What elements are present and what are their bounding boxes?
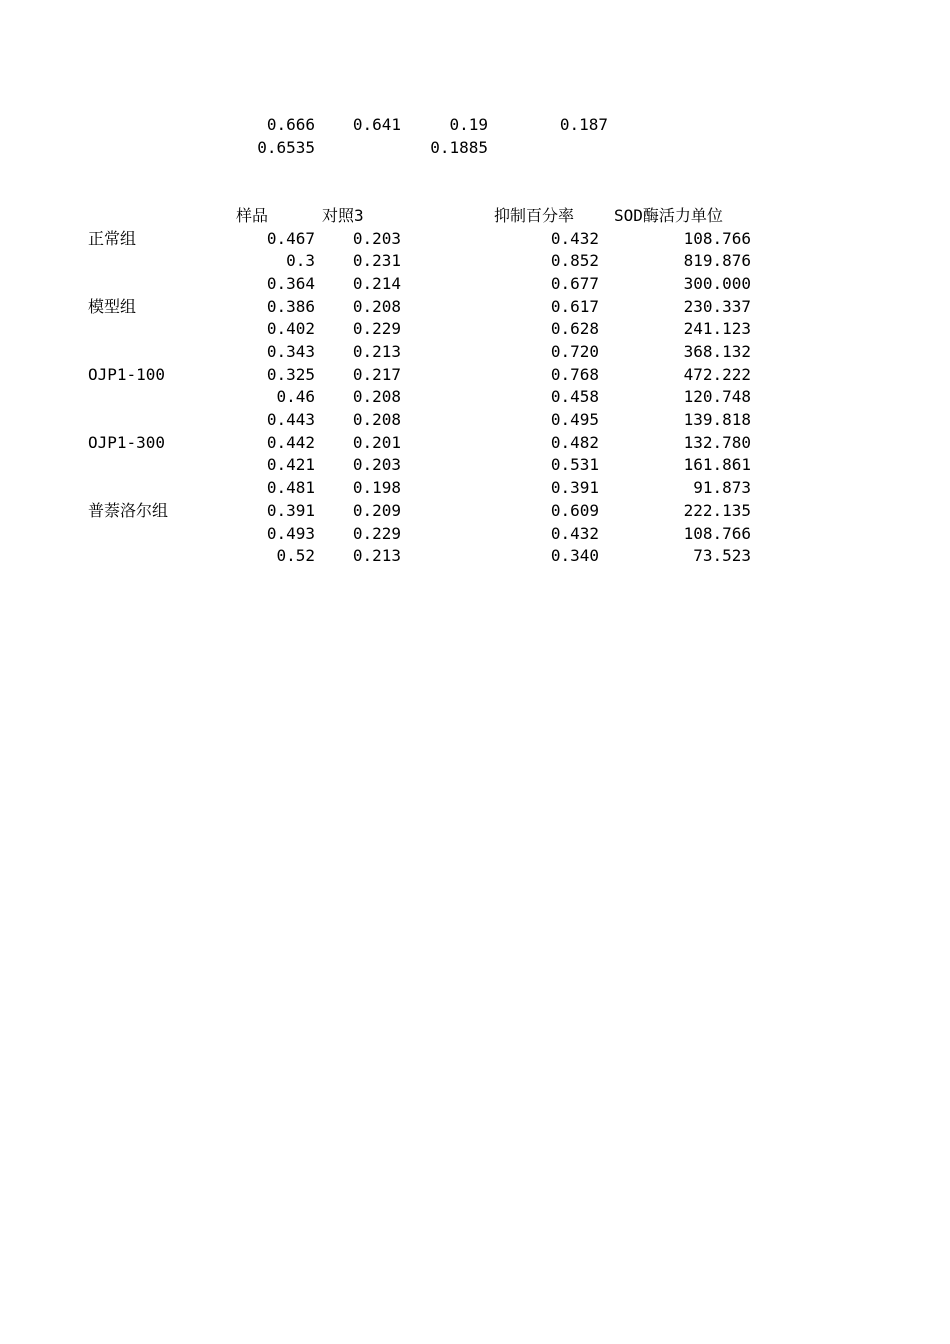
control-value: 0.208 bbox=[352, 410, 401, 429]
sod-value: 472.222 bbox=[683, 365, 751, 384]
sample-value: 0.364 bbox=[266, 274, 315, 293]
inhibition-value: 0.852 bbox=[550, 251, 599, 270]
sod-value: 230.337 bbox=[683, 297, 751, 316]
inhibition-value: 0.768 bbox=[550, 365, 599, 384]
header-control: 对照3 bbox=[322, 206, 364, 225]
group-label: 普萘洛尔组 bbox=[88, 501, 169, 520]
summary-row-1 bbox=[0, 114, 950, 136]
control-value: 0.217 bbox=[352, 365, 401, 384]
header-sample: 样品 bbox=[236, 206, 269, 225]
group-label bbox=[88, 318, 228, 340]
table-row bbox=[0, 273, 950, 295]
group-label bbox=[88, 273, 228, 295]
inhibition-value: 0.495 bbox=[550, 410, 599, 429]
inhibition-value: 0.432 bbox=[550, 524, 599, 543]
control-value: 0.229 bbox=[352, 319, 401, 338]
sample-value: 0.442 bbox=[266, 433, 315, 452]
sod-value: 108.766 bbox=[683, 524, 751, 543]
control-value: 0.203 bbox=[352, 455, 401, 474]
group-label bbox=[88, 250, 228, 272]
sample-value: 0.467 bbox=[266, 229, 315, 248]
sample-value: 0.443 bbox=[266, 410, 315, 429]
inhibition-value: 0.720 bbox=[550, 342, 599, 361]
group-label bbox=[88, 523, 228, 545]
table-row bbox=[0, 545, 950, 567]
control-value: 0.198 bbox=[352, 478, 401, 497]
inhibition-value: 0.677 bbox=[550, 274, 599, 293]
sod-value: 300.000 bbox=[683, 274, 751, 293]
sample-value: 0.343 bbox=[266, 342, 315, 361]
group-label bbox=[88, 341, 228, 363]
inhibition-value: 0.609 bbox=[550, 501, 599, 520]
sample-value: 0.421 bbox=[266, 455, 315, 474]
sod-value: 91.873 bbox=[693, 478, 751, 497]
table-row bbox=[0, 296, 950, 318]
control-value: 0.209 bbox=[352, 501, 401, 520]
sod-value: 132.780 bbox=[683, 433, 751, 452]
group-label bbox=[88, 454, 228, 476]
group-label bbox=[88, 409, 228, 431]
sod-value: 222.135 bbox=[683, 501, 751, 520]
sample-value: 0.52 bbox=[276, 546, 315, 565]
summary-row-2 bbox=[0, 137, 950, 159]
table-row bbox=[0, 228, 950, 250]
group-label: 正常组 bbox=[88, 229, 137, 248]
sod-value: 108.766 bbox=[683, 229, 751, 248]
group-label: OJP1-300 bbox=[88, 433, 166, 452]
control-value: 0.208 bbox=[352, 387, 401, 406]
control-value: 0.201 bbox=[352, 433, 401, 452]
sod-value: 139.818 bbox=[683, 410, 751, 429]
sample-value: 0.325 bbox=[266, 365, 315, 384]
table-row bbox=[0, 432, 950, 454]
sod-value: 819.876 bbox=[683, 251, 751, 270]
table-header bbox=[0, 205, 950, 227]
table-row bbox=[0, 454, 950, 476]
inhibition-value: 0.628 bbox=[550, 319, 599, 338]
sod-value: 73.523 bbox=[693, 546, 751, 565]
table-row bbox=[0, 250, 950, 272]
control-value: 0.231 bbox=[352, 251, 401, 270]
inhibition-value: 0.482 bbox=[550, 433, 599, 452]
inhibition-value: 0.391 bbox=[550, 478, 599, 497]
summary-value: 0.187 bbox=[559, 115, 608, 134]
group-label bbox=[88, 545, 228, 567]
sod-value: 368.132 bbox=[683, 342, 751, 361]
summary-value: 0.666 bbox=[266, 115, 315, 134]
header-inhibition: 抑制百分率 bbox=[494, 206, 575, 225]
group-label bbox=[88, 386, 228, 408]
table-row bbox=[0, 386, 950, 408]
sample-value: 0.402 bbox=[266, 319, 315, 338]
group-label: OJP1-100 bbox=[88, 365, 166, 384]
table-row bbox=[0, 523, 950, 545]
sample-value: 0.386 bbox=[266, 297, 315, 316]
inhibition-value: 0.531 bbox=[550, 455, 599, 474]
summary-value: 0.1885 bbox=[430, 138, 488, 157]
inhibition-value: 0.458 bbox=[550, 387, 599, 406]
summary-value: 0.19 bbox=[449, 115, 488, 134]
control-value: 0.214 bbox=[352, 274, 401, 293]
group-label: 模型组 bbox=[88, 297, 137, 316]
table-row bbox=[0, 364, 950, 386]
sample-value: 0.46 bbox=[276, 387, 315, 406]
sod-value: 241.123 bbox=[683, 319, 751, 338]
sample-value: 0.391 bbox=[266, 501, 315, 520]
inhibition-value: 0.432 bbox=[550, 229, 599, 248]
sample-value: 0.481 bbox=[266, 478, 315, 497]
summary-value: 0.6535 bbox=[257, 138, 315, 157]
sod-value: 161.861 bbox=[683, 455, 751, 474]
table-row bbox=[0, 341, 950, 363]
control-value: 0.213 bbox=[352, 342, 401, 361]
sample-value: 0.3 bbox=[286, 251, 315, 270]
inhibition-value: 0.617 bbox=[550, 297, 599, 316]
control-value: 0.208 bbox=[352, 297, 401, 316]
sod-value: 120.748 bbox=[683, 387, 751, 406]
sample-value: 0.493 bbox=[266, 524, 315, 543]
header-sod-units: SOD酶活力单位 bbox=[614, 206, 723, 225]
control-value: 0.203 bbox=[352, 229, 401, 248]
table-row bbox=[0, 477, 950, 499]
control-value: 0.229 bbox=[352, 524, 401, 543]
control-value: 0.213 bbox=[352, 546, 401, 565]
table-row bbox=[0, 500, 950, 522]
table-row bbox=[0, 318, 950, 340]
inhibition-value: 0.340 bbox=[550, 546, 599, 565]
group-label bbox=[88, 477, 228, 499]
table-row bbox=[0, 409, 950, 431]
summary-value: 0.641 bbox=[352, 115, 401, 134]
